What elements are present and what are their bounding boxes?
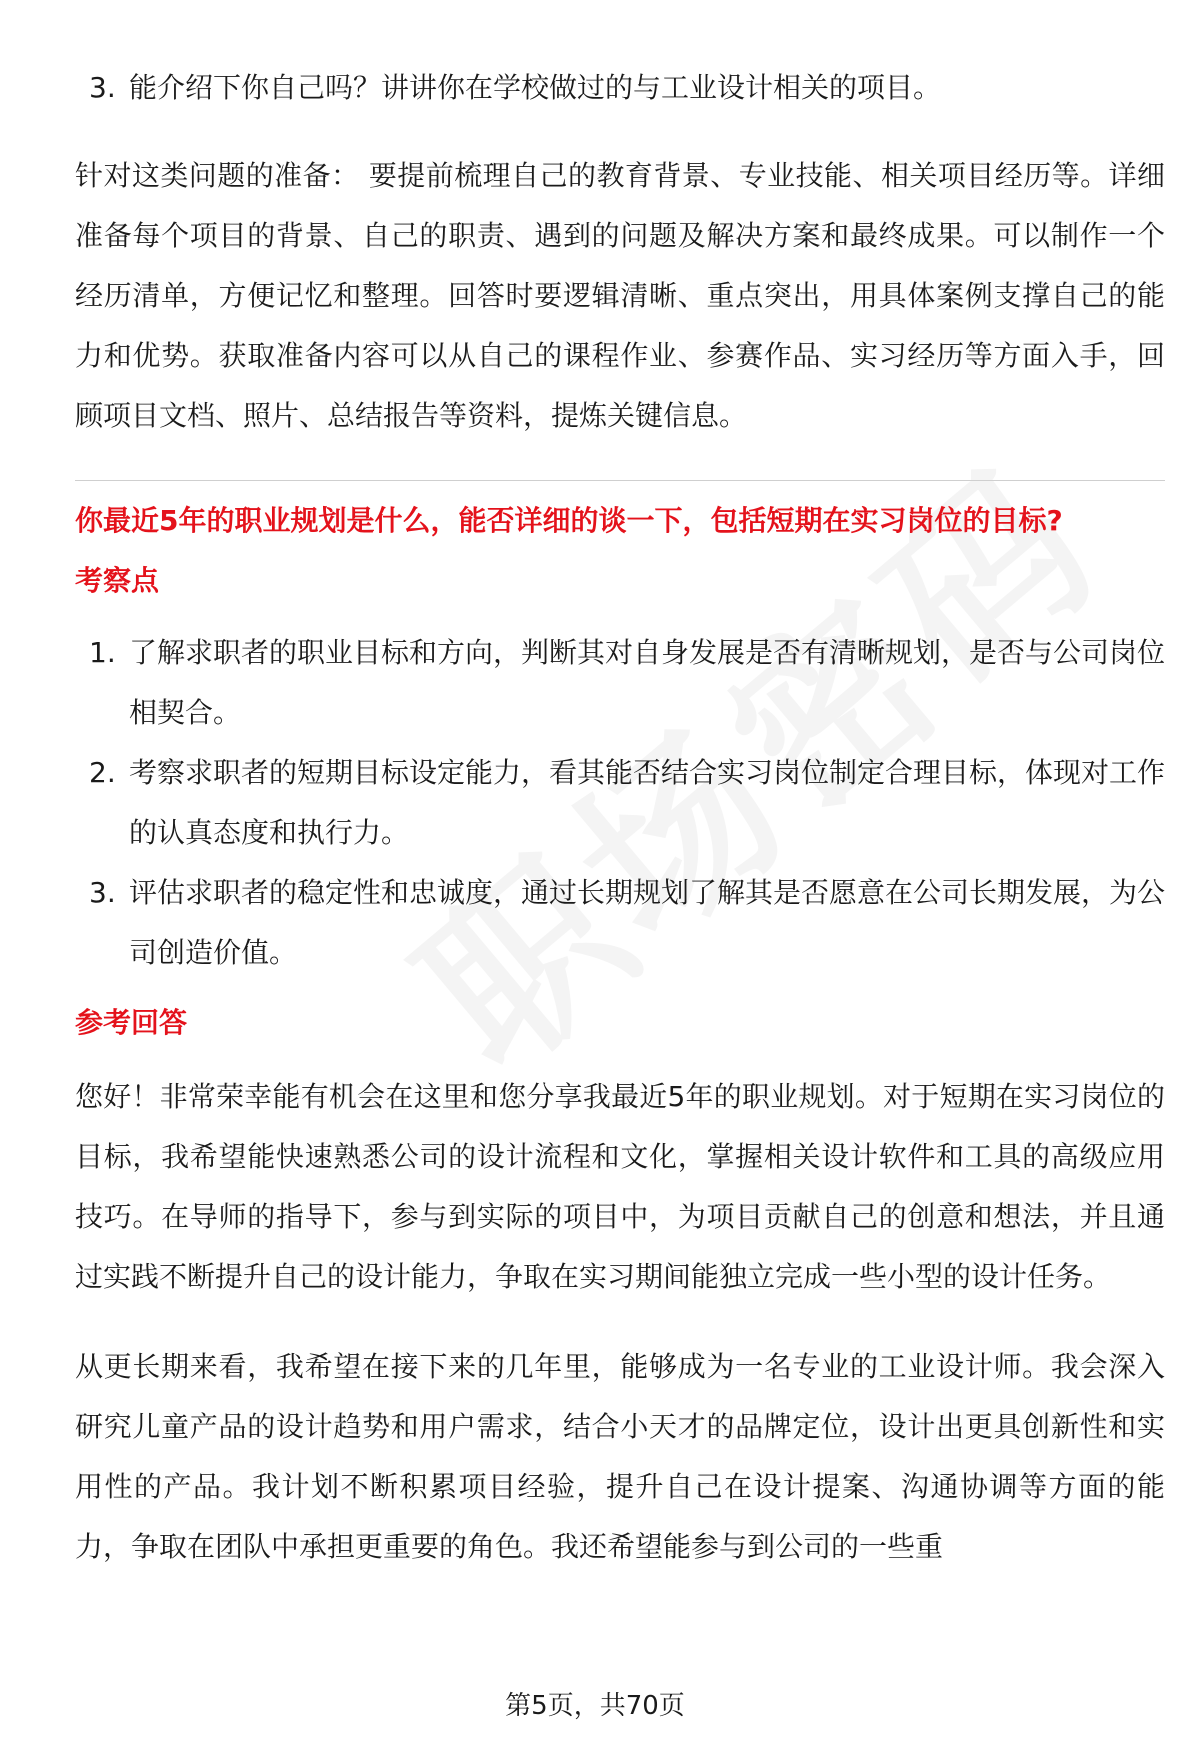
- list-text: 考察求职者的短期目标设定能力，看其能否结合实习岗位制定合理目标，体现对工作的认真态度和执行力。: [129, 756, 1166, 849]
- page-content: [75, 58, 1165, 1577]
- focus-heading: 考察点: [75, 564, 160, 597]
- list-number: 3.: [89, 71, 116, 104]
- list-number: 1.: [89, 636, 116, 669]
- list-item: [75, 623, 1165, 743]
- list-text: 了解求职者的职业目标和方向，判断其对自身发展是否有清晰规划，是否与公司岗位相契合。: [129, 636, 1166, 729]
- list-number: 3.: [89, 876, 116, 909]
- answer-paragraph: 您好！非常荣幸能有机会在这里和您分享我最近5年的职业规划。对于短期在实习岗位的目标，我希望能快速熟悉公司的设计流程和文化，掌握相关设计软件和工具的高级应用技巧。在导师的指导下，参与到实际的项目中，为项目贡献自己的创意和想法，并且通过实践不断提升自己的设计能力，争取在实习期间能独立完成一些小型的设计任务。: [75, 1080, 1165, 1293]
- list-item: [75, 863, 1165, 983]
- list-text: 评估求职者的稳定性和忠诚度，通过长期规划了解其是否愿意在公司长期发展，为公司创造价值。: [129, 876, 1166, 969]
- answer-paragraph: 从更长期来看，我希望在接下来的几年里，能够成为一名专业的工业设计师。我会深入研究儿童产品的设计趋势和用户需求，结合小天才的品牌定位，设计出更具创新性和实用性的产品。我计划不断积累项目经验，提升自己在设计提案、沟通协调等方面的能力，争取在团队中承担更重要的角色。我还希望能参与到公司的一些重: [75, 1350, 1165, 1563]
- list-text: 能介绍下你自己吗？讲讲你在学校做过的与工业设计相关的项目。: [129, 71, 942, 104]
- question-heading: 你最近5年的职业规划是什么，能否详细的谈一下，包括短期在实习岗位的目标?: [75, 504, 1063, 537]
- list-item: [75, 743, 1165, 863]
- prep-paragraph: 针对这类问题的准备： 要提前梳理自己的教育背景、专业技能、相关项目经历等。详细准备每个项目的背景、自己的职责、遇到的问题及解决方案和最终成果。可以制作一个经历清单，方便记忆和整理。回答时要逻辑清晰、重点突出，用具体案例支撑自己的能力和优势。获取准备内容可以从自己的课程作业、参赛作品、实习经历等方面入手，回顾项目文档、照片、总结报告等资料，提炼关键信息。: [75, 159, 1165, 432]
- list-item: [75, 58, 1165, 118]
- answer-heading: 参考回答: [75, 1006, 188, 1039]
- page-number: 第5页，共70页: [505, 1691, 685, 1721]
- list-number: 2.: [89, 756, 116, 789]
